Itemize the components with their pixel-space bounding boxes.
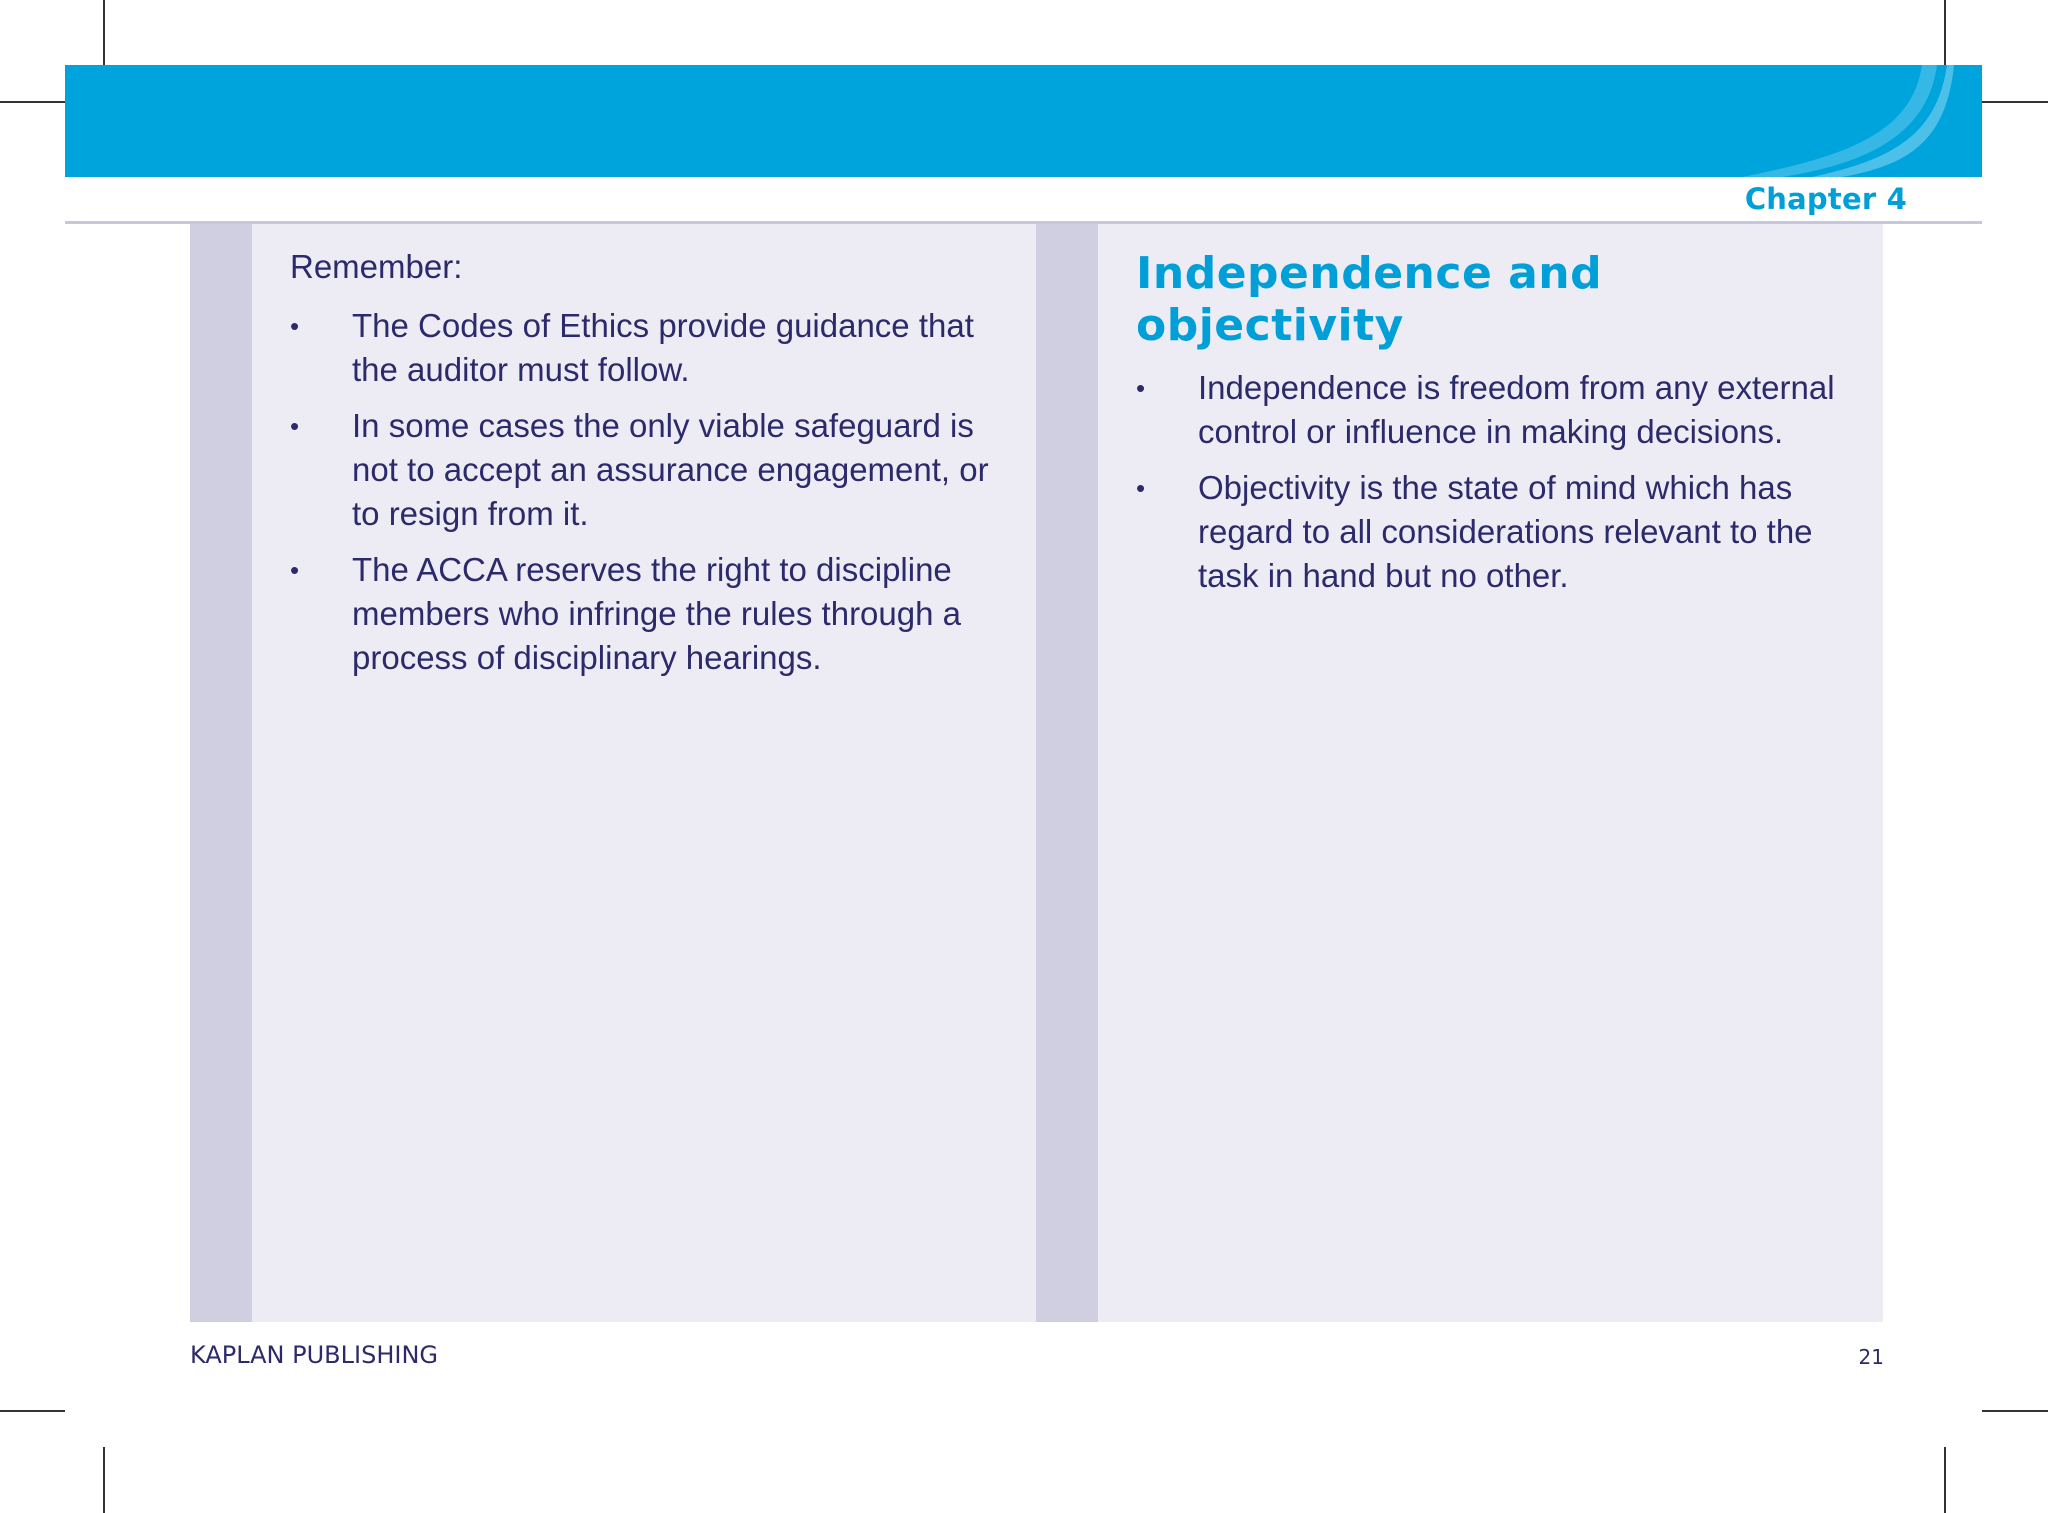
crop-mark: [0, 101, 65, 103]
left-bullet-list: [290, 304, 1012, 692]
crop-mark: [1982, 101, 2048, 103]
bullet-icon: •: [290, 555, 300, 585]
list-item: [290, 404, 1012, 536]
right-bullet-list: [1136, 366, 1858, 610]
list-item-text: The ACCA reserves the right to discipline members who infringe the rules through a process of disciplinary hearings.: [352, 551, 961, 676]
bullet-icon: •: [290, 311, 300, 341]
swoosh-decoration: [1722, 65, 1982, 177]
crop-mark: [103, 0, 105, 65]
chapter-label: Chapter 4: [1744, 182, 1907, 216]
list-item: [290, 304, 1012, 392]
bullet-icon: •: [1136, 373, 1146, 403]
left-panel-strip: [190, 224, 252, 1322]
bullet-icon: •: [1136, 473, 1146, 503]
page-number: 21: [1858, 1345, 1884, 1369]
list-item-text: In some cases the only viable safeguard is not to accept an assurance engagement, or to resign from it.: [352, 407, 989, 532]
list-item-text: Independence is freedom from any external control or influence in making decisions.: [1198, 369, 1835, 450]
crop-mark: [0, 1410, 65, 1412]
crop-mark: [1944, 1447, 1946, 1513]
list-item: [1136, 466, 1858, 598]
right-panel-strip: [1036, 224, 1098, 1322]
list-item: [290, 548, 1012, 680]
section-heading: Independence and objectivity: [1136, 248, 1603, 351]
list-item-text: The Codes of Ethics provide guidance that the auditor must follow.: [352, 307, 974, 388]
crop-mark: [1944, 0, 1946, 65]
crop-mark: [103, 1447, 105, 1513]
publisher-label: KAPLAN PUBLISHING: [190, 1341, 438, 1369]
bullet-icon: •: [290, 411, 300, 441]
list-item: [1136, 366, 1858, 454]
remember-label: Remember:: [290, 248, 463, 285]
list-item-text: Objectivity is the state of mind which has regard to all considerations relevant to the task in hand but no other.: [1198, 469, 1813, 594]
header-band: [65, 65, 1982, 177]
crop-mark: [1982, 1410, 2048, 1412]
